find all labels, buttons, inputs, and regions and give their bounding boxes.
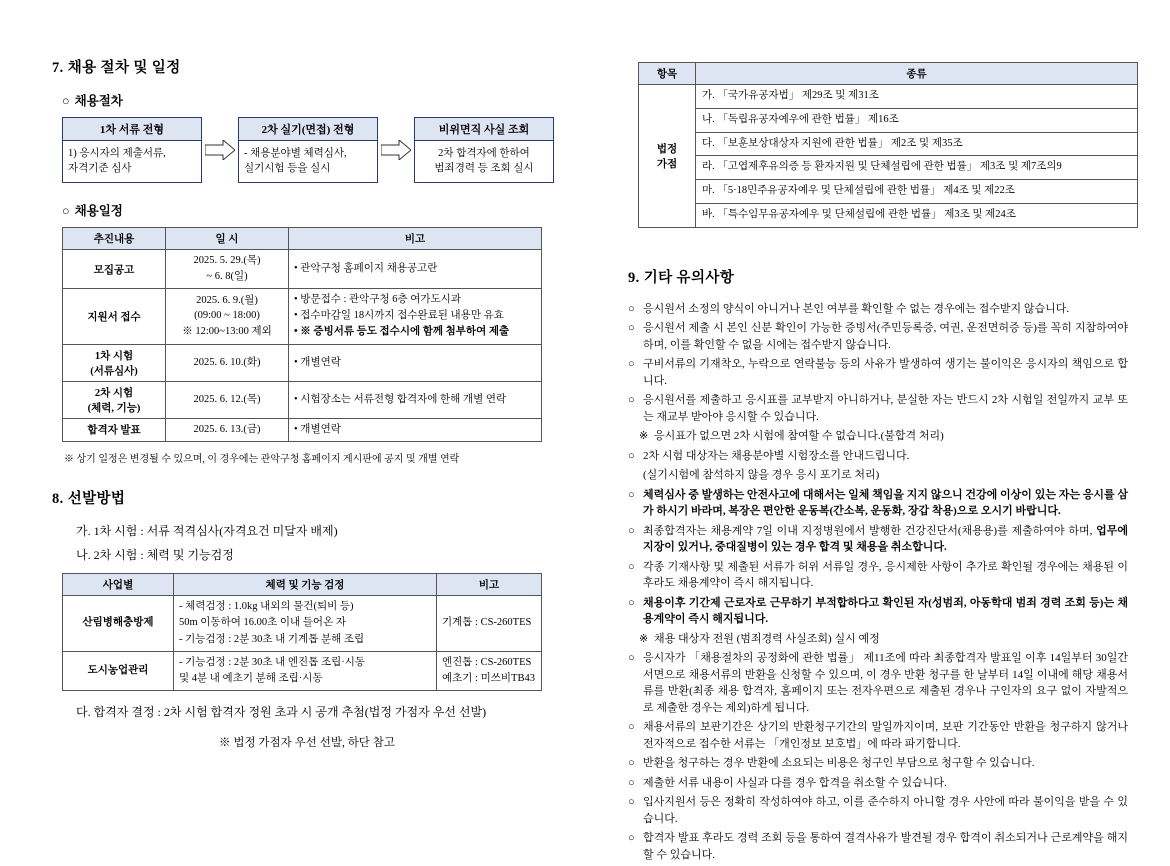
circle-marker-icon: ○ bbox=[628, 757, 635, 770]
cell-date: 2025. 6. 10.(화) bbox=[166, 344, 289, 381]
circle-marker-icon: ○ bbox=[628, 358, 635, 371]
asterisk-marker-icon: ※ bbox=[639, 430, 649, 443]
table-row bbox=[639, 180, 1138, 204]
selection-method-table bbox=[62, 573, 542, 691]
cell-law-d: 라. 「고엽제후유의증 등 환자지원 및 단체설립에 관한 법률」 제3조 및 제7조의9 bbox=[696, 156, 1138, 180]
flow-step-1-title: 1차 서류 전형 bbox=[63, 118, 201, 141]
asterisk-marker-icon: ※ bbox=[639, 632, 649, 645]
table-row bbox=[639, 156, 1138, 180]
table-header-row bbox=[639, 63, 1138, 85]
cell-detail: - 기능검정 : 2분 30초 내 엔진톱 조립·시동 및 4분 내 예초기 분해 조립·시동 bbox=[174, 651, 437, 691]
table-header-row bbox=[63, 574, 542, 596]
flow-step-2-body: - 채용분야별 체력심사, 실기시험 등을 실시 bbox=[244, 148, 347, 175]
schedule-table bbox=[62, 227, 542, 442]
cell-date: 2025. 5. 29.(목) ~ 6. 8(일) bbox=[166, 250, 289, 289]
list-item: ○ 합격자 발표 후라도 경력 조회 등을 통하여 결격사유가 발견될 경우 합격이 취소되거나 근로계약을 해지할 수 있습니다. bbox=[628, 832, 1128, 861]
circle-marker-icon: ○ bbox=[628, 488, 635, 501]
list-item: ○ 구비서류의 기재착오, 누락으로 연락불능 등의 사유가 발생하여 생기는 불이익은 응시자의 책임으로 합니다. bbox=[628, 358, 1128, 387]
col-header-item: 항목 bbox=[639, 63, 696, 85]
circle-marker-icon: ○ bbox=[62, 204, 70, 219]
circle-marker-icon: ○ bbox=[628, 596, 635, 609]
legal-bonus-table bbox=[638, 62, 1138, 228]
section-7-sub-1: ○ 채용절차 bbox=[62, 94, 123, 108]
list-item: ○ 응시원서 제출 시 본인 신분 확인이 가능한 증빙서(주민등록증, 여권, 운전면허증 등)를 꼭히 지참하여야 하며, 이를 확인할 수 없을 시에는 접수받지 않습니다. bbox=[628, 322, 1128, 351]
flow-step-3-body: 2차 합격자에 한하여 범죄경력 등 조회 실시 bbox=[434, 148, 534, 175]
selection-item-b: 나. 2차 시험 : 체력 및 기능검정 bbox=[76, 548, 234, 562]
list-item: ○ 입사지원서 등은 정확히 작성하여야 하고, 이를 준수하지 아니할 경우 사안에 따라 불이익을 받을 수 있습니다. bbox=[628, 796, 1128, 825]
recruitment-flow-diagram bbox=[52, 117, 562, 183]
right-column bbox=[628, 62, 1128, 866]
flow-step-1 bbox=[62, 117, 202, 183]
table-row bbox=[63, 344, 542, 381]
list-item: ○ 2차 시험 대상자는 채용분야별 시험장소를 안내드립니다. bbox=[628, 448, 1128, 465]
selection-item-c: 다. 합격자 결정 : 2차 시험 합격자 정원 초과 시 공개 추첨(법정 가점자 우선 선발) bbox=[76, 705, 487, 720]
list-item: ○ 응시원서를 제출하고 응시표를 교부받지 아니하거나, 분실한 자는 반드시 2차 시험일 전일까지 교부 또는 재교부 받아야 응시할 수 있습니다. bbox=[628, 394, 1128, 423]
section-7-heading: 7. 채용 절차 및 일정 bbox=[52, 60, 181, 76]
arrow-right-icon-2 bbox=[378, 117, 414, 183]
col-header-test: 체력 및 기능 검정 bbox=[174, 574, 437, 596]
section-7-sub-2: ○ 채용일정 bbox=[62, 204, 123, 219]
cell-remark: • 개별연락 bbox=[289, 344, 542, 381]
list-item: ○ 최종합격자는 채용계약 7일 이내 지정병원에서 발행한 건강진단서(채용용)를 제출하여야 하며, 업무에 지장이 있거나, 중대질병이 있는 경우 합격 및 채용을 취소합니다. bbox=[628, 524, 1128, 554]
list-item-continuation: (실기시험에 참석하지 않을 경우 응시 포기로 처리) bbox=[643, 469, 880, 482]
flow-step-1-body: 1) 응시자의 제출서류, 자격기준 심사 bbox=[68, 148, 166, 175]
cell-remark: • 시험장소는 서류전형 합격자에 한해 개별 연락 bbox=[289, 381, 542, 418]
selection-final-note: ※ 법정 가점자 우선 선발, 하단 참고 bbox=[218, 737, 396, 750]
table-row bbox=[639, 203, 1138, 227]
list-item: ○ 반환을 청구하는 경우 반환에 소요되는 비용은 청구인 부담으로 청구할 수 있습니다. bbox=[628, 755, 1128, 772]
cell-law-a: 가. 「국가유공자법」 제29조 및 제31조 bbox=[696, 85, 1138, 109]
cell-law-f: 바. 「특수임무유공자예우 및 단체설립에 관한 법률」 제3조 및 제24조 bbox=[696, 203, 1138, 227]
cell-content: 1차 시험 (서류심사) bbox=[63, 344, 166, 381]
cell-law-c: 다. 「보훈보상대상자 지원에 관한 법률」 제2조 및 제35조 bbox=[696, 132, 1138, 156]
cell-remark: • 방문접수 : 관악구청 6층 여가도시과 • 접수마감일 18시까지 접수완료된 내용만 유효 • ※ 증빙서류 등도 접수시에 함께 첨부하여 제출 bbox=[289, 288, 542, 344]
circle-marker-icon: ○ bbox=[62, 94, 70, 108]
circle-marker-icon: ○ bbox=[628, 776, 635, 789]
list-item: ○ 응시자가 「채용절차의 공정화에 관한 법률」 제11조에 따라 최종합격자 발표일 이후 14일부터 30일간 서면으로 채용서류의 반환을 신청할 수 있으며, 이 경우 반환 청구를 한 날부터 14일 이내에 해당 채용서류를 반환(최종 채용 합격자, 홈페이지 또는 전자우편으로 제출된 경우나 구인자의 요구 없이 자발적으로 제출한 경우는 제외)하게 됩니다. bbox=[628, 652, 1128, 714]
cell-content: 2차 시험 (체력, 기능) bbox=[63, 381, 166, 418]
cell-legal-bonus-label: 법정 가점 bbox=[639, 85, 696, 228]
list-item-subnote: ※ 채용 대상자 전원 (범죄경력 사실조회) 실시 예정 bbox=[628, 631, 1128, 648]
table-row bbox=[639, 85, 1138, 109]
list-item: ○ 제출한 서류 내용이 사실과 다를 경우 합격을 취소할 수 있습니다. bbox=[628, 775, 1128, 792]
table-row bbox=[63, 288, 542, 344]
cell-remark: 엔진톱 : CS-260TES 예초기 : 미쓰비TB43 bbox=[437, 651, 542, 691]
cell-job: 산림병해충방제 bbox=[63, 596, 174, 652]
circle-marker-icon: ○ bbox=[628, 524, 635, 537]
cell-law-e: 마. 「5·18민주유공자예우 및 단체설립에 관한 법률」 제4조 및 제22조 bbox=[696, 180, 1138, 204]
cell-job: 도시농업관리 bbox=[63, 651, 174, 691]
left-column bbox=[52, 56, 562, 750]
cell-content: 지원서 접수 bbox=[63, 288, 166, 344]
cell-detail: - 체력검정 : 1.0kg 내외의 물건(퇴비 등) 50m 이동하여 16.00초 이내 들어온 자 - 기능검정 : 2분 30초 내 기계톱 분해 조립 bbox=[174, 596, 437, 652]
flow-step-2-title: 2차 실기(면접) 전형 bbox=[239, 118, 377, 141]
cell-content: 합격자 발표 bbox=[63, 418, 166, 441]
table-row bbox=[63, 418, 542, 441]
circle-marker-icon: ○ bbox=[628, 322, 635, 335]
col-header-business: 사업별 bbox=[63, 574, 174, 596]
circle-marker-icon: ○ bbox=[628, 721, 635, 734]
list-item: ○ 체력심사 중 발생하는 안전사고에 대해서는 일체 책임을 지지 않으니 건강에 이상이 있는 자는 응시를 삼가 하시기 바라며, 복장은 편안한 운동복(간소복, 운동화, 장갑 착용)으로 오시기 바랍니다. bbox=[628, 488, 1128, 518]
list-item: ○ 채용이후 기간제 근로자로 근무하기 부적합하다고 확인된 자(성범죄, 아동학대 범죄 경력 조회 등)는 채용계약이 즉시 해지됩니다. bbox=[628, 596, 1128, 626]
cell-remark: • 개별연락 bbox=[289, 418, 542, 441]
list-item-subnote: ※ 응시표가 없으면 2차 시험에 참여할 수 없습니다.(불합격 처리) bbox=[628, 428, 1128, 445]
cell-date: 2025. 6. 13.(금) bbox=[166, 418, 289, 441]
selection-item-a: 가. 1차 시험 : 서류 적격심사(자격요건 미달자 배제) bbox=[76, 524, 338, 538]
section-8-heading: 8. 선발방법 bbox=[52, 491, 126, 507]
flow-step-3-title: 비위면직 사실 조회 bbox=[415, 118, 553, 141]
cell-date: 2025. 6. 9.(월) (09:00 ~ 18:00) ※ 12:00~13:00 제외 bbox=[166, 288, 289, 344]
table-row bbox=[639, 108, 1138, 132]
col-header-content: 추진내용 bbox=[63, 228, 166, 250]
circle-marker-icon: ○ bbox=[628, 560, 635, 573]
table-row bbox=[63, 596, 542, 652]
circle-marker-icon: ○ bbox=[628, 449, 635, 462]
table-row bbox=[63, 381, 542, 418]
circle-marker-icon: ○ bbox=[628, 832, 635, 845]
cell-content: 모집공고 bbox=[63, 250, 166, 289]
circle-marker-icon: ○ bbox=[628, 302, 635, 315]
flow-step-3 bbox=[414, 117, 554, 183]
cell-remark: 기계톱 : CS-260TES bbox=[437, 596, 542, 652]
col-header-date: 일 시 bbox=[166, 228, 289, 250]
col-header-remark: 비고 bbox=[289, 228, 542, 250]
col-header-remark: 비고 bbox=[437, 574, 542, 596]
circle-marker-icon: ○ bbox=[628, 796, 635, 809]
list-item: ○ 각종 기재사항 및 제출된 서류가 허위 서류일 경우, 응시제한 사항이 추가로 확인될 경우에는 채용된 이후라도 채용계약이 즉시 해지됩니다. bbox=[628, 560, 1128, 590]
list-item: ○ 채용서류의 보판기간은 상기의 반환청구기간의 말일까지이며, 보판 기간동안 반환을 청구하지 않거나 전자적으로 접수한 서류는 「개인정보 보호법」에 따라 파기합니다. bbox=[628, 721, 1128, 750]
table-row bbox=[639, 132, 1138, 156]
schedule-footnote: ※ 상기 일정은 변경될 수 있으며, 이 경우에는 관악구청 홈페이지 게시판에 공지 및 개별 연락 bbox=[64, 454, 460, 465]
cell-law-b: 나. 「독립유공자예우에 관한 법률」 제16조 bbox=[696, 108, 1138, 132]
table-row bbox=[63, 651, 542, 691]
cell-date: 2025. 6. 12.(목) bbox=[166, 381, 289, 418]
arrow-right-icon-1 bbox=[202, 117, 238, 183]
table-row bbox=[63, 250, 542, 289]
section-9-heading: 9. 기타 유의사항 bbox=[628, 269, 735, 286]
notice-list bbox=[628, 301, 1128, 864]
list-item: ○ 응시원서 소정의 양식이 아니거나 본인 여부를 확인할 수 없는 경우에는 접수받지 않습니다. bbox=[628, 301, 1128, 318]
cell-remark: • 관악구청 홈페이지 채용공고란 bbox=[289, 250, 542, 289]
circle-marker-icon: ○ bbox=[628, 394, 635, 407]
table-header-row bbox=[63, 228, 542, 250]
flow-step-2 bbox=[238, 117, 378, 183]
col-header-kind: 종류 bbox=[696, 63, 1138, 85]
circle-marker-icon: ○ bbox=[628, 652, 635, 665]
